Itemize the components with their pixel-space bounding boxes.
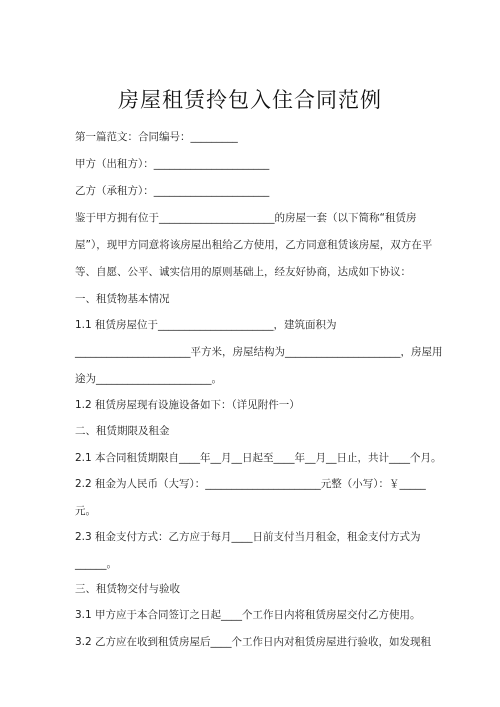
- preamble-line-3: 等、自愿、公平、诚实信用的原则基础上，经友好协商，达成如下协议：: [75, 266, 411, 278]
- clause-1-1-line-1: 1.1 租赁房屋位于______________________，建筑面积为: [75, 319, 337, 331]
- clause-1-1-line-2: ______________________平方米，房屋结构为______________________，房屋用: [75, 346, 443, 358]
- clause-2-2-line-2: 元。: [75, 505, 96, 517]
- section-heading-3: 三、租赁物交付与验收: [75, 583, 180, 595]
- party-b-line: 乙方（承租方）：______________________: [75, 185, 270, 197]
- party-a-line: 甲方（出租方）：______________________: [75, 158, 270, 170]
- preamble-line-2: 屋”），现甲方同意将该房屋出租给乙方使用，乙方同意租赁该房屋，双方在平: [75, 239, 433, 251]
- clause-3-1: 3.1 甲方应于本合同签订之日起____个工作日内将租赁房屋交付乙方使用。: [75, 609, 421, 621]
- contract-number-line: 第一篇范文：合同编号：_________: [75, 131, 238, 143]
- clause-2-3-line-1: 2.3 租金支付方式：乙方应于每月____日前支付当月租金，租金支付方式为: [75, 531, 421, 543]
- clause-2-2-line-1: 2.2 租金为人民币（大写）：______________________元整（小写）：￥_____: [75, 478, 426, 490]
- clause-1-1-line-3: 途为______________________。: [75, 373, 222, 385]
- clause-1-2: 1.2 租赁房屋现有设施设备如下：（详见附件一）: [75, 399, 300, 411]
- clause-2-1: 2.1 本合同租赁期限自____年__月__日起至____年__月__日止，共计____个月。: [75, 452, 442, 464]
- section-heading-1: 一、租赁物基本情况: [75, 293, 170, 305]
- preamble-line-1: 鉴于甲方拥有位于______________________的房屋一套（以下简称“租赁房: [75, 212, 417, 224]
- clause-3-2: 3.2 乙方应在收到租赁房屋后____个工作日内对租赁房屋进行验收，如发现租: [75, 636, 432, 648]
- clause-2-3-line-2: ______。: [75, 558, 117, 570]
- section-heading-2: 二、租赁期限及租金: [75, 425, 170, 437]
- document-title: 房屋租赁拎包入住合同范例: [118, 88, 382, 112]
